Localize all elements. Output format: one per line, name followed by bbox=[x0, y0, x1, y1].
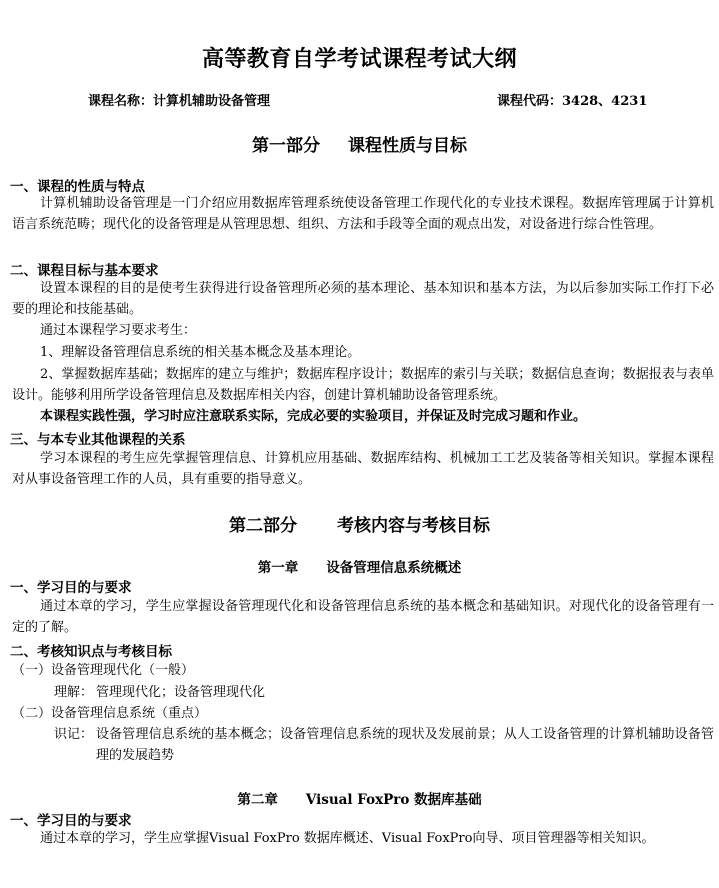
section-heading: 二、考核知识点与考核目标 bbox=[10, 644, 172, 660]
requirement-label: 识记： bbox=[54, 727, 94, 742]
part1-title: 课程性质与目标 bbox=[348, 136, 467, 156]
chapter1-heading bbox=[0, 556, 719, 576]
paragraph: 设置本课程的目的是使考生获得进行设备管理所必须的基本理论、基本知识和基本方法，为以后参加实际工作打下必要的理论和技能基础。 bbox=[12, 281, 714, 317]
section-heading: 一、学习目的与要求 bbox=[10, 813, 132, 829]
emphasis-paragraph: 本课程实践性强，学习时应注意联系实际，完成必要的实验项目，并保证及时完成习题和作业。 bbox=[40, 409, 587, 424]
paragraph: 通过本章的学习，学生应掌握设备管理现代化和设备管理信息系统的基本概念和基础知识。对现代化的设备管理有一定的了解。 bbox=[12, 599, 714, 635]
list-item: 1、理解设备管理信息系统的相关基本概念及基本理论。 bbox=[40, 345, 361, 360]
paragraph: 学习本课程的考生应先掌握管理信息、计算机应用基础、数据库结构、机械加工工艺及装备等相关知识。掌握本课程对从事设备管理工作的人员，具有重要的指导意义。 bbox=[12, 451, 714, 487]
knowledge-point: （二）设备管理信息系统（重点） bbox=[12, 706, 208, 721]
requirement-label: 理解： bbox=[54, 685, 94, 700]
section-heading: 一、学习目的与要求 bbox=[10, 580, 132, 596]
section-heading: 一、课程的性质与特点 bbox=[10, 179, 145, 195]
list-item: 2、掌握数据库基础；数据库的建立与维护；数据库程序设计；数据库的索引与关联；数据信息查询；数据报表与表单设计。能够利用所学设备管理信息及数据库相关内容，创建计算机辅助设备管理系统。 bbox=[12, 367, 714, 403]
part1-label: 第一部分 bbox=[252, 136, 320, 156]
part1-heading bbox=[0, 131, 719, 156]
chapter2-heading bbox=[0, 788, 719, 808]
chapter2-label: 第二章 bbox=[237, 792, 278, 808]
chapter2-title: Visual FoxPro 数据库基础 bbox=[305, 792, 482, 808]
paragraph: 计算机辅助设备管理是一门介绍应用数据库管理系统使设备管理工作现代化的专业技术课程。数据库管理属于计算机语言系统范畴；现代化的设备管理是从管理思想、组织、方法和手段等全面的观点出发，对设备进行综合性管理。 bbox=[12, 196, 714, 232]
paragraph: 通过本课程学习要求考生： bbox=[40, 323, 197, 338]
course-name: 课程名称：计算机辅助设备管理 bbox=[88, 94, 271, 109]
part2-label: 第二部分 bbox=[229, 516, 297, 536]
section-heading: 三、与本专业其他课程的关系 bbox=[10, 432, 186, 448]
knowledge-requirement bbox=[54, 682, 714, 703]
knowledge-point: （一）设备管理现代化（一般） bbox=[12, 663, 195, 678]
part2-heading bbox=[0, 511, 719, 536]
knowledge-requirement bbox=[54, 724, 714, 766]
section-heading: 二、课程目标与基本要求 bbox=[10, 263, 159, 279]
paragraph: 通过本章的学习，学生应掌握Visual FoxPro 数据库概述、Visual FoxPro向导、项目管理器等相关知识。 bbox=[40, 831, 655, 846]
requirement-text: 设备管理信息系统的基本概念；设备管理信息系统的现状及发展前景；从人工设备管理的计算机辅助设备管理的发展趋势 bbox=[96, 727, 714, 763]
chapter1-title: 设备管理信息系统概述 bbox=[326, 560, 462, 576]
part2-title: 考核内容与考核目标 bbox=[337, 516, 490, 536]
requirement-text: 管理现代化；设备管理现代化 bbox=[96, 685, 266, 700]
course-code: 课程代码：3428、4231 bbox=[497, 94, 648, 109]
chapter1-label: 第一章 bbox=[257, 560, 299, 576]
document-title: 高等教育自学考试课程考试大纲 bbox=[201, 46, 517, 72]
